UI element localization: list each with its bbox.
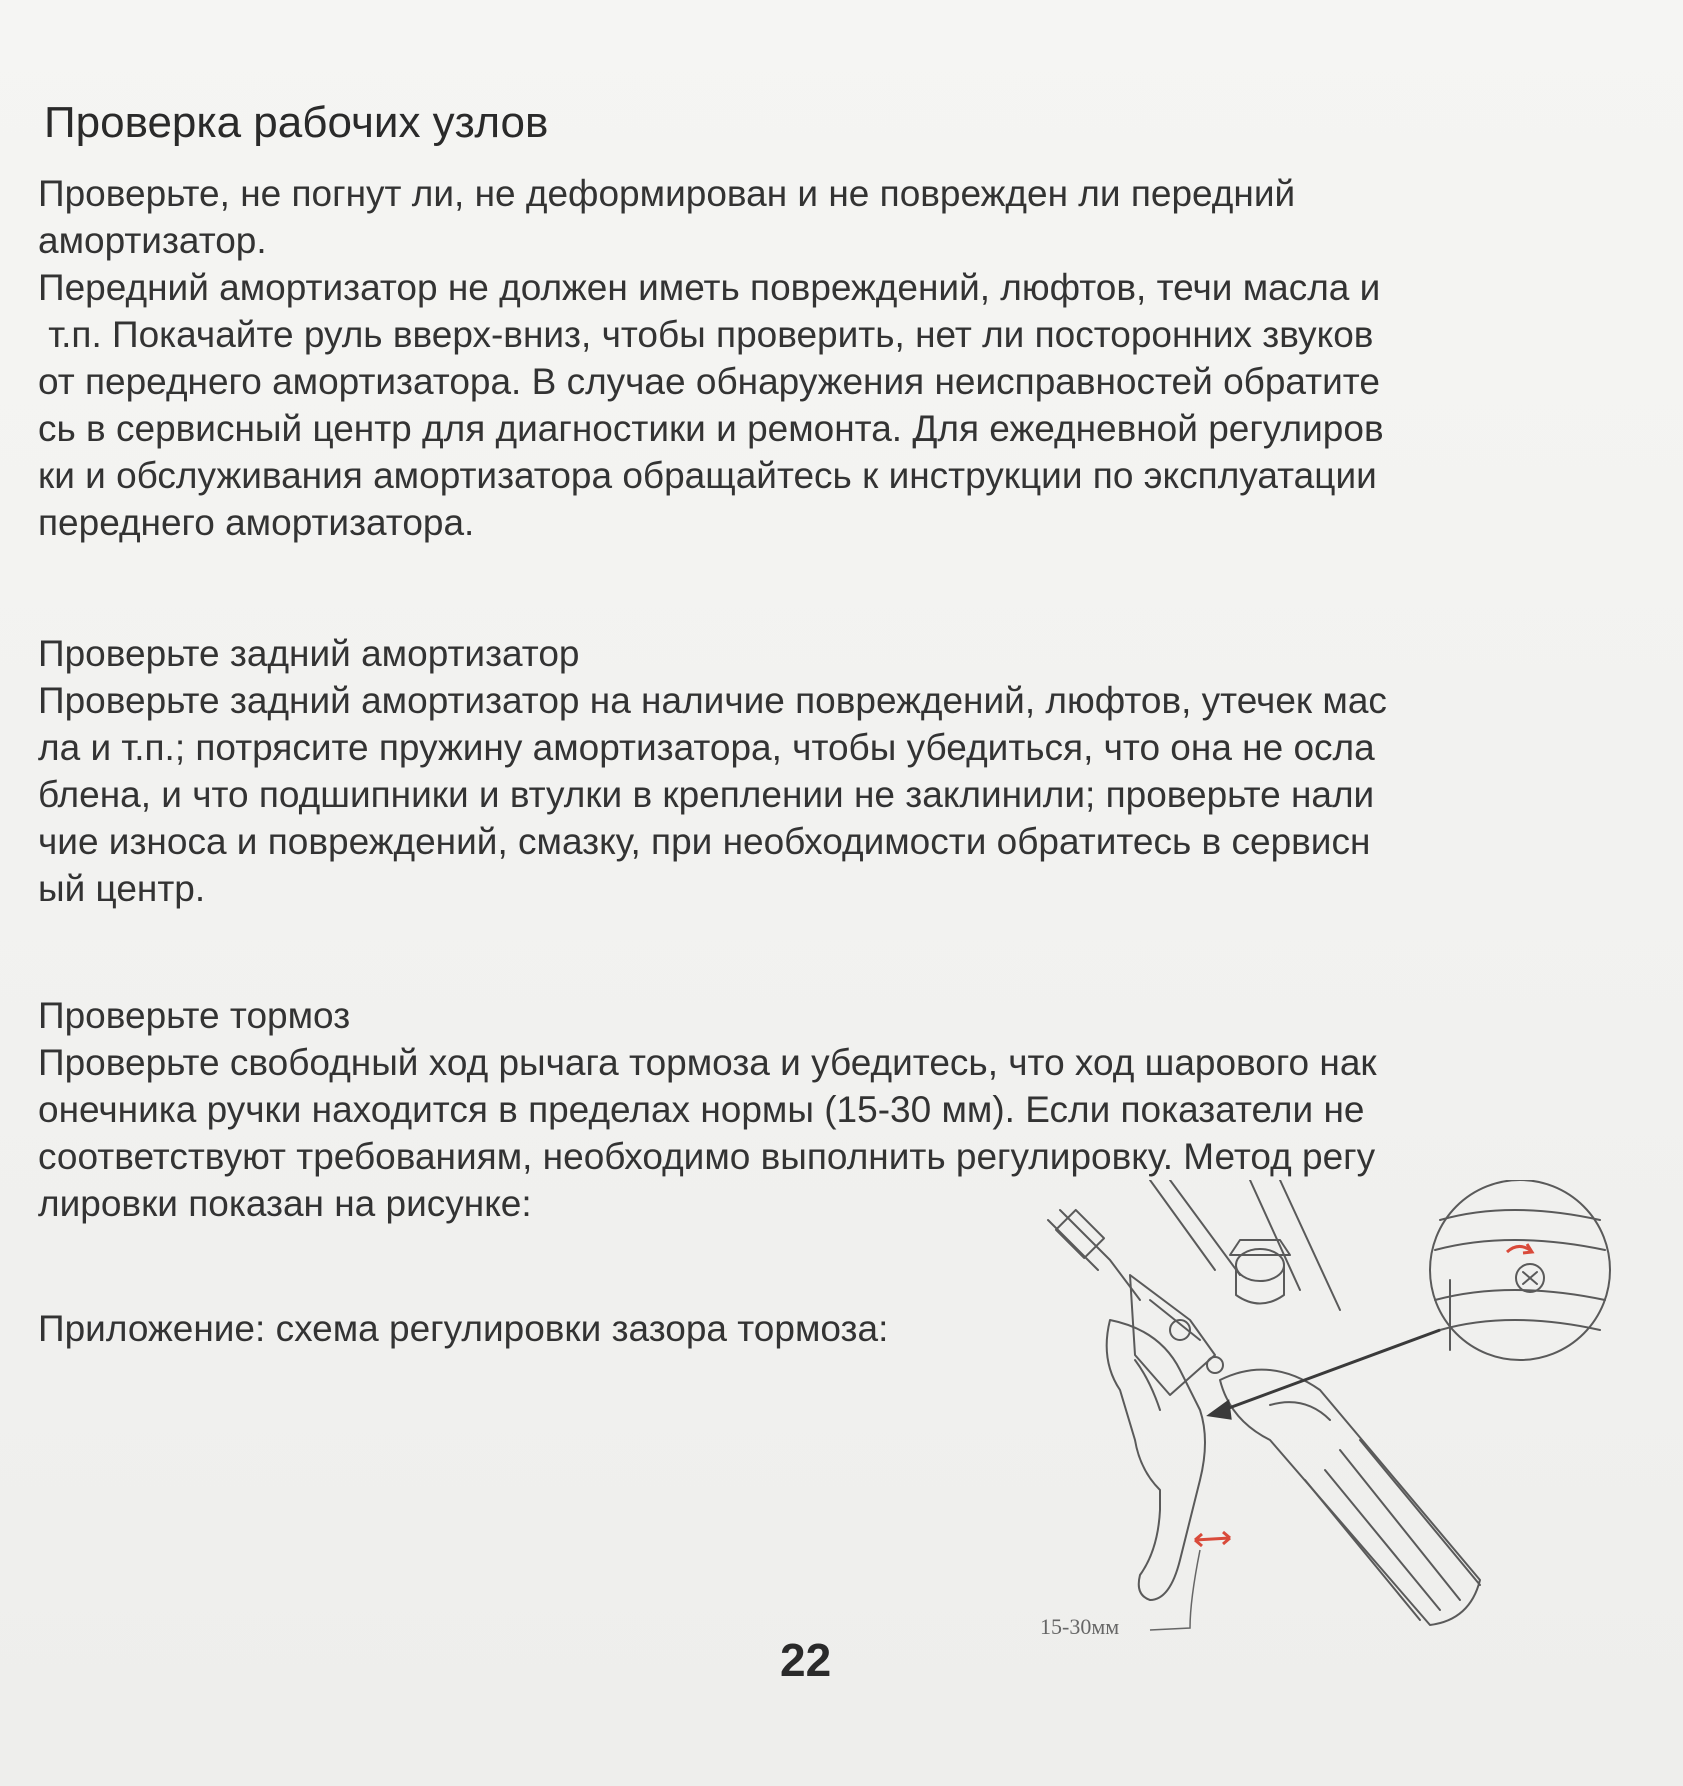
subsection-heading: Проверьте тормоз	[38, 995, 351, 1036]
subsection-heading: Проверьте задний амортизатор	[38, 633, 580, 674]
dimension-leader	[1150, 1550, 1200, 1630]
rear-shock-section	[38, 630, 1638, 912]
paragraph-line: онечника ручки находится в пределах нормы (15-30 мм). Если показатели не	[38, 1089, 1365, 1130]
brake-lever-illustration	[1040, 1180, 1640, 1650]
paragraph-line: сь в сервисный центр для диагностики и ремонта. Для ежедневной регулиров	[38, 408, 1384, 449]
gap-dimension-label: 15-30мм	[1040, 1614, 1120, 1639]
paragraph-line: Проверьте свободный ход рычага тормоза и убедитесь, что ход шарового нак	[38, 1042, 1377, 1083]
front-shock-section	[38, 170, 1638, 546]
brake-hose	[1060, 1210, 1140, 1300]
paragraph-line: соответствуют требованиям, необходимо выполнить регулировку. Метод регу	[38, 1136, 1376, 1177]
paragraph-line: от переднего амортизатора. В случае обнаружения неисправностей обратите	[38, 361, 1380, 402]
paragraph-line: ый центр.	[38, 868, 206, 909]
paragraph-line: ла и т.п.; потрясите пружину амортизатора, чтобы убедиться, что она не осла	[38, 727, 1375, 768]
paragraph-line: чие износа и повреждений, смазку, при необходимости обратитесь в сервисн	[38, 821, 1371, 862]
brake-lever	[1107, 1320, 1205, 1600]
handlebar-grip	[1220, 1370, 1480, 1625]
callout-arrow	[1210, 1330, 1440, 1415]
paragraph-line: т.п. Покачайте руль вверх-вниз, чтобы проверить, нет ли посторонних звуков	[38, 314, 1374, 355]
appendix-caption: Приложение: схема регулировки зазора тормоза:	[38, 1308, 889, 1349]
detail-callout	[1430, 1180, 1610, 1360]
brake-lever-diagram	[1040, 1180, 1640, 1650]
gap-indicator	[1195, 1244, 1532, 1546]
paragraph-line: Проверьте задний амортизатор на наличие повреждений, люфтов, утечек мас	[38, 680, 1387, 721]
page-number: 22	[780, 1634, 832, 1686]
paragraph-line: Проверьте, не погнут ли, не деформирован и не поврежден ли передний	[38, 173, 1296, 214]
paragraph-line: переднего амортизатора.	[38, 502, 475, 543]
paragraph-line: амортизатор.	[38, 220, 267, 261]
paragraph-line: ки и обслуживания амортизатора обращайтесь к инструкции по эксплуатации	[38, 455, 1377, 496]
section-title: Проверка рабочих узлов	[44, 98, 549, 147]
paragraph-line: лировки показан на рисунке:	[38, 1183, 532, 1224]
paragraph-line: Передний амортизатор не должен иметь повреждений, люфтов, течи масла и	[38, 267, 1381, 308]
paragraph-line: блена, и что подшипники и втулки в креплении не заклинили; проверьте нали	[38, 774, 1375, 815]
